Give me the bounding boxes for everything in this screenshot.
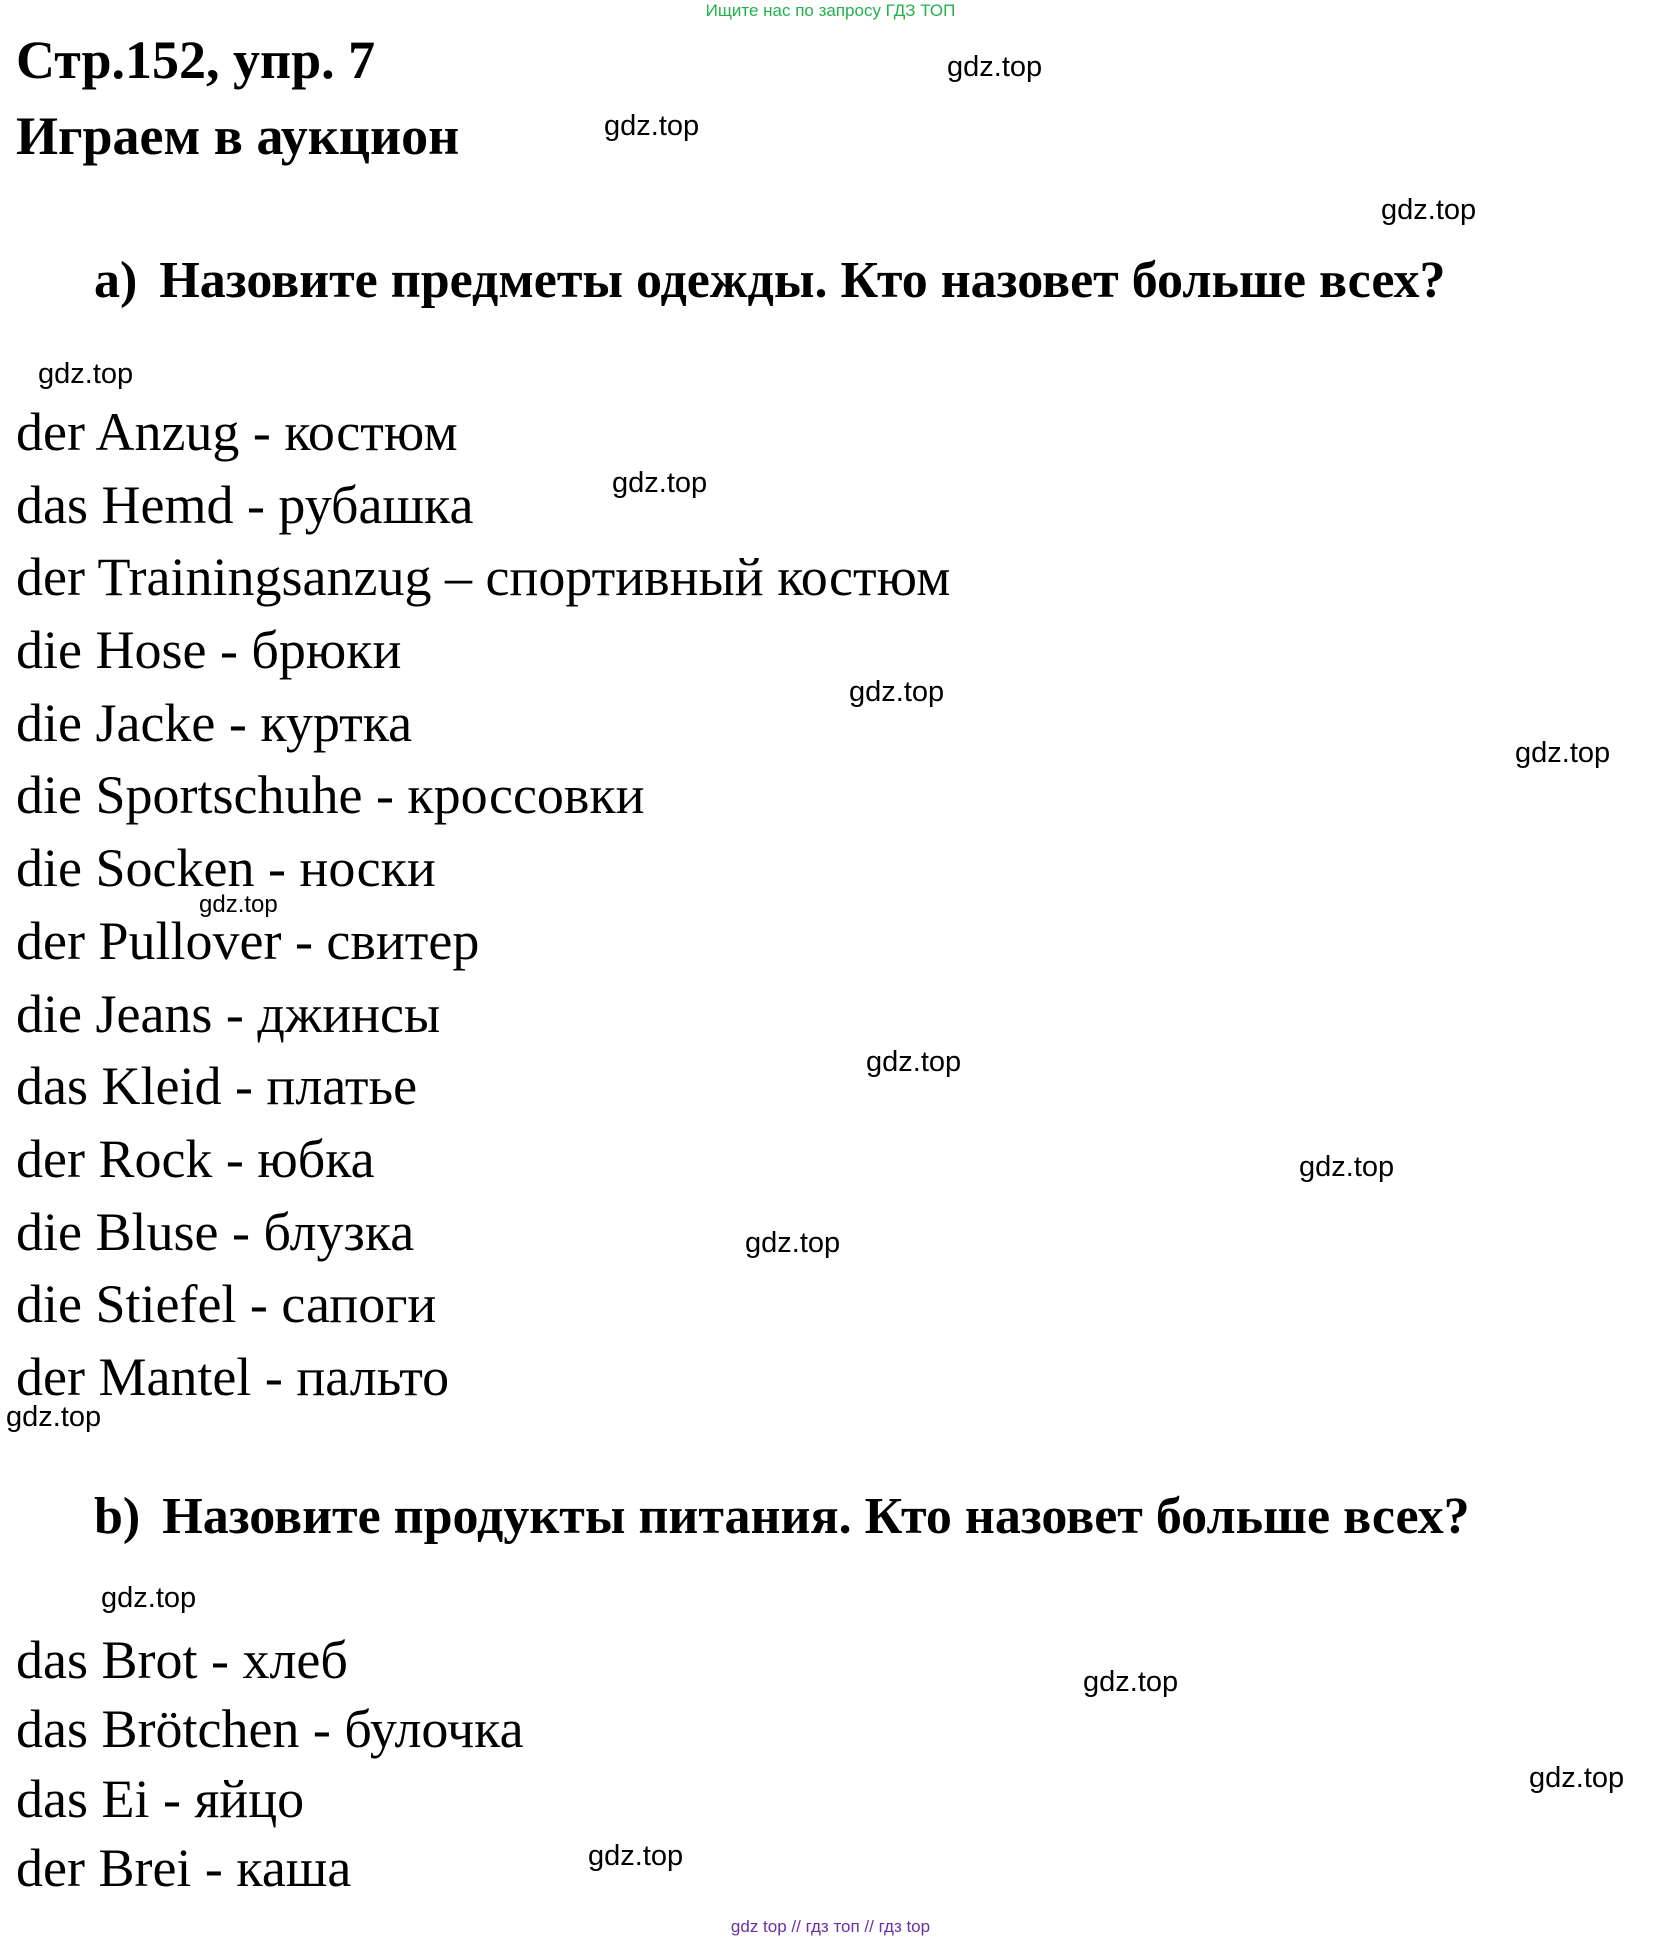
watermark: gdz.top [101,1582,197,1614]
clothing-list [16,396,950,1414]
list-item: die Jacke - куртка [16,692,413,753]
list-item: das Hemd - рубашка [16,474,474,535]
top-banner: Ищите нас по запросу ГДЗ ТОП [705,1,956,20]
list-item: die Bluse - блузка [16,1201,415,1262]
footer-links: gdz top // гдз топ // гдз top [730,1917,931,1936]
list-item: das Kleid - платье [16,1056,418,1117]
watermark: gdz.top [1515,737,1611,769]
watermark: gdz.top [1083,1666,1179,1698]
watermark: gdz.top [1529,1762,1625,1794]
list-item: der Rock - юбка [16,1128,375,1189]
watermark: gdz.top [588,1840,684,1872]
list-item: die Jeans - джинсы [16,983,441,1044]
list-item: die Hose - брюки [16,620,402,681]
food-list [16,1626,524,1903]
watermark: gdz.top [947,51,1043,83]
watermark: gdz.top [199,891,278,918]
list-item: der Pullover - свитер [16,910,480,971]
section-b-heading-text: Назовите продукты питания. Кто назовет больше всех? [162,1488,1470,1545]
section-b-letter: b) [94,1488,141,1545]
list-item: der Anzug - костюм [16,402,458,462]
watermark: gdz.top [745,1227,841,1259]
list-item: das Ei - яйцо [16,1768,305,1829]
list-item: der Trainingsanzug – спортивный костюм [16,547,951,608]
watermark: gdz.top [1299,1151,1395,1183]
list-item: die Socken - носки [16,838,436,899]
watermark: gdz.top [1381,194,1477,226]
watermark: gdz.top [849,676,945,708]
list-item: die Stiefel - сапоги [16,1274,437,1335]
section-a-letter: a) [94,252,138,309]
section-a-heading-text: Назовите предметы одежды. Кто назовет больше всех? [159,252,1446,309]
section-a-heading [94,251,1445,311]
page-title: Стр.152, упр. 7 [16,30,376,90]
list-item: die Sportschuhe - кроссовки [16,765,645,826]
watermark: gdz.top [612,467,708,499]
watermark: gdz.top [38,358,134,390]
list-item: das Brot - хлеб [16,1630,348,1690]
watermark: gdz.top [6,1401,102,1433]
section-b-heading [94,1487,1470,1547]
list-item: das Brötchen - булочка [16,1699,524,1760]
watermark: gdz.top [866,1046,962,1078]
watermark: gdz.top [604,110,700,142]
list-item: der Mantel - пальто [16,1346,450,1407]
page-subtitle: Играем в аукцион [16,106,460,166]
list-item: der Brei - каша [16,1837,352,1898]
